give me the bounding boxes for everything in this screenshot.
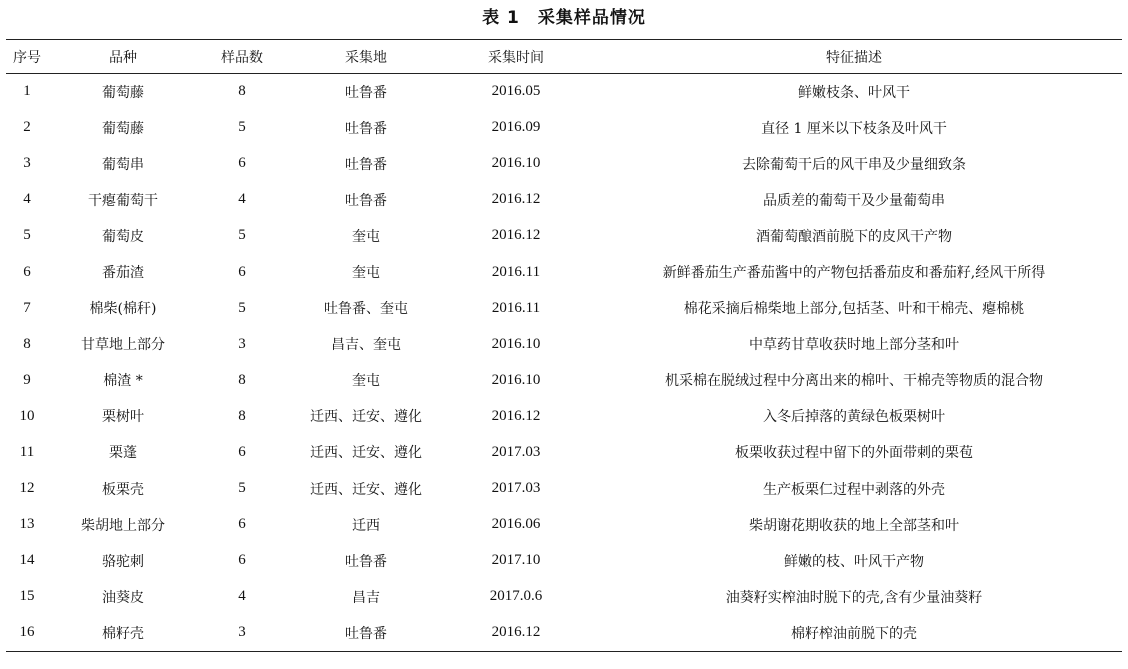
cell-variety: 棉籽壳 (48, 615, 198, 651)
cell-location: 迁西、迁安、遵化 (310, 409, 422, 426)
cell-date: 2016.05 (491, 83, 541, 100)
cell-variety: 栗蓬 (109, 445, 137, 462)
table-title: 采集样品情况 (537, 8, 646, 28)
cell-description: 柴胡谢花期收获的地上全部茎和叶 (749, 517, 959, 534)
cell-date: 2016.10 (491, 155, 541, 172)
cell-sample-count: 6 (238, 443, 246, 460)
table-row (6, 507, 1122, 543)
cell-description: 直径 1 厘米以下枝条及叶风干 (761, 120, 947, 137)
header-sample-count: 样品数 (198, 40, 286, 74)
cell-location: 奎屯 (352, 228, 380, 245)
cell-sample-count: 4 (238, 191, 246, 208)
header-description: 特征描述 (586, 40, 1122, 74)
table-row (6, 543, 1122, 579)
cell-location: 昌吉 (352, 589, 380, 606)
cell-date: 2017.10 (491, 552, 541, 569)
cell-description: 新鲜番茄生产番茄酱中的产物包括番茄皮和番茄籽,经风干所得 (662, 265, 1046, 282)
cell-location: 奎屯 (352, 265, 380, 282)
table-row (6, 471, 1122, 507)
header-date: 采集时间 (446, 40, 586, 74)
cell-index: 6 (23, 263, 31, 280)
cell-description: 入冬后掉落的黄绿色板栗树叶 (763, 409, 945, 426)
table-row (6, 579, 1122, 615)
cell-date: 2016.11 (491, 263, 541, 280)
cell-location: 吐鲁番、奎屯 (324, 301, 408, 318)
cell-variety: 葡萄藤 (102, 84, 144, 101)
cell-date: 2016.12 (491, 407, 541, 424)
cell-description: 鲜嫩的枝、叶风干产物 (784, 553, 924, 570)
cell-sample-count: 6 (238, 552, 246, 569)
cell-index: 15 (19, 588, 35, 605)
cell-sample-count: 5 (238, 119, 246, 136)
cell-index: 11 (19, 443, 35, 460)
table-row (6, 326, 1122, 362)
cell-date: 2016.10 (491, 335, 541, 352)
cell-variety: 棉渣 * (103, 373, 143, 390)
cell-variety: 骆驼刺 (102, 553, 144, 570)
cell-location: 吐鲁番 (345, 84, 387, 101)
table-caption (0, 6, 1128, 30)
header-location: 采集地 (286, 40, 446, 74)
cell-location: 吐鲁番 (286, 615, 446, 651)
cell-location: 吐鲁番 (345, 553, 387, 570)
cell-date: 2017.03 (491, 443, 541, 460)
cell-sample-count: 6 (238, 155, 246, 172)
header-variety: 品种 (48, 40, 198, 74)
cell-date: 2016.12 (446, 615, 586, 651)
table-row (6, 362, 1122, 398)
cell-index: 3 (23, 155, 31, 172)
table-row (6, 74, 1122, 110)
cell-description: 棉籽榨油前脱下的壳 (586, 615, 1122, 651)
cell-index: 13 (19, 516, 35, 533)
cell-variety: 甘草地上部分 (81, 337, 165, 354)
cell-location: 吐鲁番 (345, 120, 387, 137)
cell-variety: 油葵皮 (102, 589, 144, 606)
cell-location: 吐鲁番 (345, 156, 387, 173)
cell-sample-count: 5 (238, 299, 246, 316)
table-row (6, 218, 1122, 254)
cell-description: 中草药甘草收获时地上部分茎和叶 (749, 337, 959, 354)
cell-sample-count: 6 (238, 263, 246, 280)
header-index: 序号 (6, 40, 48, 74)
table-row (6, 254, 1122, 290)
cell-index: 1 (23, 83, 31, 100)
cell-date: 2016.06 (491, 516, 541, 533)
cell-date: 2016.09 (491, 119, 541, 136)
cell-date: 2016.11 (491, 299, 541, 316)
cell-variety: 栗树叶 (102, 409, 144, 426)
cell-date: 2017.0.6 (489, 588, 543, 605)
cell-variety: 葡萄皮 (102, 228, 144, 245)
table-row (6, 110, 1122, 146)
cell-index: 4 (23, 191, 31, 208)
table-row (6, 398, 1122, 434)
cell-location: 昌吉、奎屯 (331, 337, 401, 354)
cell-variety: 柴胡地上部分 (81, 517, 165, 534)
cell-index: 7 (23, 299, 31, 316)
cell-date: 2017.03 (491, 480, 541, 497)
table-body (6, 74, 1122, 652)
table-header-row (6, 40, 1122, 74)
cell-description: 鲜嫩枝条、叶风干 (798, 84, 910, 101)
cell-index: 16 (6, 615, 48, 651)
cell-location: 奎屯 (352, 373, 380, 390)
cell-sample-count: 8 (238, 371, 246, 388)
cell-variety: 葡萄串 (102, 156, 144, 173)
table-row (6, 182, 1122, 218)
cell-location: 迁西、迁安、遵化 (310, 445, 422, 462)
cell-sample-count: 4 (238, 588, 246, 605)
cell-variety: 棉柴(棉秆) (89, 301, 157, 318)
cell-index: 2 (23, 119, 31, 136)
cell-index: 12 (19, 480, 35, 497)
cell-sample-count: 3 (238, 335, 246, 352)
cell-sample-count: 6 (238, 516, 246, 533)
cell-location: 迁西、迁安、遵化 (310, 481, 422, 498)
table-row (6, 615, 1122, 651)
cell-index: 9 (23, 371, 31, 388)
cell-sample-count: 3 (198, 615, 286, 651)
cell-variety: 干瘪葡萄干 (88, 192, 158, 209)
cell-description: 板栗收获过程中留下的外面带刺的栗苞 (735, 445, 973, 462)
table-row (6, 290, 1122, 326)
cell-index: 5 (23, 227, 31, 244)
cell-location: 吐鲁番 (345, 192, 387, 209)
table-number: 表 1 (482, 8, 520, 28)
cell-sample-count: 5 (238, 227, 246, 244)
cell-variety: 板栗壳 (102, 481, 144, 498)
cell-sample-count: 5 (238, 480, 246, 497)
cell-date: 2016.12 (491, 227, 541, 244)
cell-description: 油葵籽实榨油时脱下的壳,含有少量油葵籽 (725, 589, 983, 606)
cell-index: 10 (19, 407, 35, 424)
cell-index: 8 (23, 335, 31, 352)
table-row (6, 146, 1122, 182)
cell-description: 酒葡萄酿酒前脱下的皮风干产物 (756, 228, 952, 245)
cell-index: 14 (19, 552, 35, 569)
cell-description: 品质差的葡萄干及少量葡萄串 (763, 192, 945, 209)
table-row (6, 434, 1122, 470)
cell-description: 去除葡萄干后的风干串及少量细致条 (742, 156, 966, 173)
cell-description: 生产板栗仁过程中剥落的外壳 (763, 481, 945, 498)
cell-sample-count: 8 (238, 407, 246, 424)
cell-variety: 葡萄藤 (102, 120, 144, 137)
cell-date: 2016.10 (491, 371, 541, 388)
cell-sample-count: 8 (238, 83, 246, 100)
cell-variety: 番茄渣 (102, 265, 144, 282)
cell-description: 机采棉在脱绒过程中分离出来的棉叶、干棉壳等物质的混合物 (665, 373, 1043, 390)
cell-location: 迁西 (352, 517, 380, 534)
samples-table (6, 39, 1122, 652)
cell-date: 2016.12 (491, 191, 541, 208)
cell-description: 棉花采摘后棉柴地上部分,包括茎、叶和干棉壳、瘪棉桃 (683, 301, 1025, 318)
